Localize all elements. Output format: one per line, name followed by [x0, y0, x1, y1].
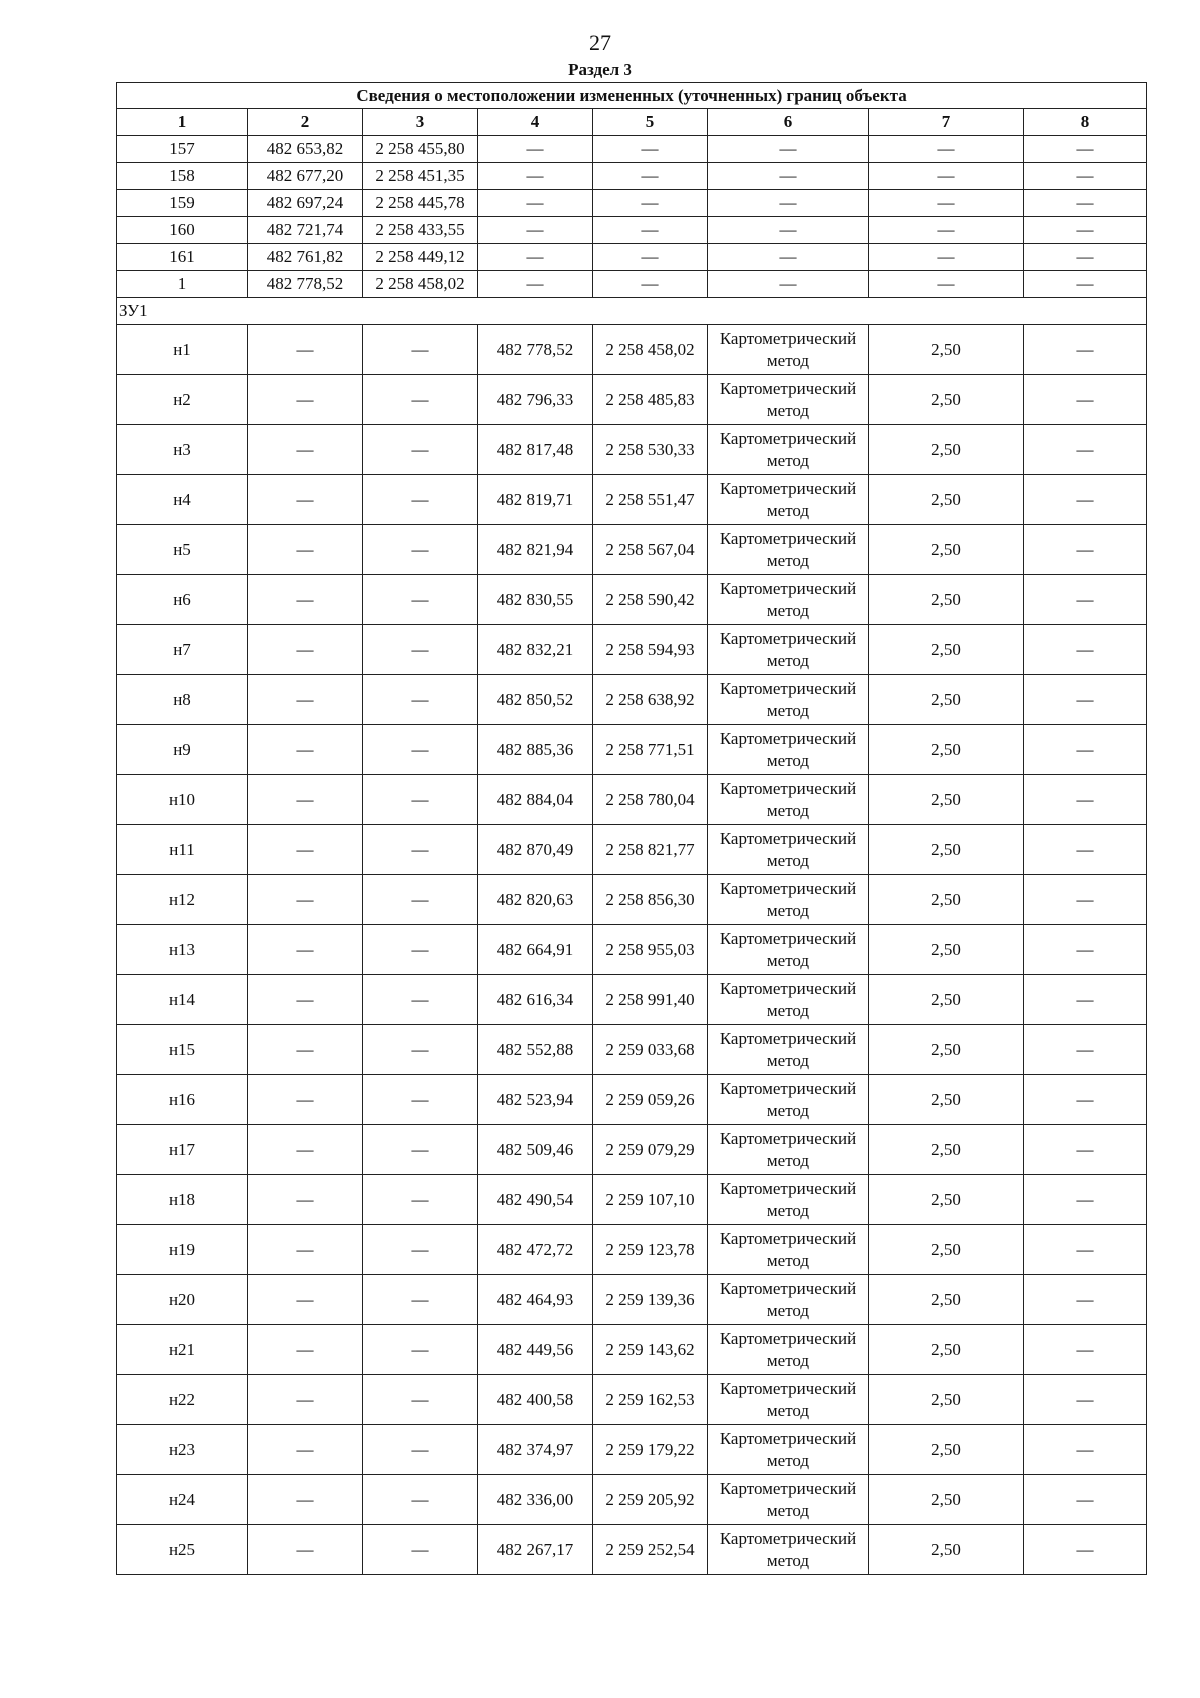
table-cell: н21	[117, 1325, 248, 1375]
table-cell: н17	[117, 1125, 248, 1175]
table-cell: —	[708, 271, 869, 298]
table-cell: —	[363, 1225, 478, 1275]
table-cell: —	[248, 375, 363, 425]
method-cell: Картометрический метод	[708, 1475, 869, 1525]
table-cell: 482 817,48	[478, 425, 593, 475]
method-cell: Картометрический метод	[708, 475, 869, 525]
column-number-row	[117, 109, 1147, 136]
table-cell: —	[1024, 325, 1147, 375]
table-cell: —	[363, 975, 478, 1025]
table-cell: —	[363, 625, 478, 675]
table-cell: 2,50	[869, 1475, 1024, 1525]
table-cell: 482 664,91	[478, 925, 593, 975]
table-cell: —	[593, 244, 708, 271]
method-cell: Картометрический метод	[708, 1525, 869, 1575]
table-cell: 2 258 449,12	[363, 244, 478, 271]
table-cell: —	[363, 675, 478, 725]
table-cell: —	[248, 775, 363, 825]
table-row	[117, 1025, 1147, 1075]
table-cell: —	[1024, 575, 1147, 625]
method-cell: Картометрический метод	[708, 1325, 869, 1375]
table-row	[117, 325, 1147, 375]
method-cell: Картометрический метод	[708, 1275, 869, 1325]
table-cell: —	[593, 163, 708, 190]
table-cell: —	[478, 217, 593, 244]
method-cell: Картометрический метод	[708, 675, 869, 725]
table-cell: 2,50	[869, 975, 1024, 1025]
table-cell: —	[248, 525, 363, 575]
column-number: 1	[117, 109, 248, 136]
table-cell: 482 819,71	[478, 475, 593, 525]
table-cell: 482 830,55	[478, 575, 593, 625]
table-cell: 2,50	[869, 525, 1024, 575]
table-cell: 482 850,52	[478, 675, 593, 725]
table-row	[117, 1175, 1147, 1225]
table-cell: 482 821,94	[478, 525, 593, 575]
table-cell: —	[1024, 625, 1147, 675]
table-cell: —	[1024, 675, 1147, 725]
table-cell: 2,50	[869, 375, 1024, 425]
table-cell: —	[248, 725, 363, 775]
table-cell: 2,50	[869, 1175, 1024, 1225]
boundary-coordinates-table	[116, 82, 1147, 1575]
table-cell: —	[363, 1525, 478, 1575]
method-cell: Картометрический метод	[708, 825, 869, 875]
table-cell: 2 258 455,80	[363, 136, 478, 163]
table-cell: —	[363, 1325, 478, 1375]
table-cell: н18	[117, 1175, 248, 1225]
table-cell: —	[1024, 1425, 1147, 1475]
table-cell: 2,50	[869, 1025, 1024, 1075]
table-cell: —	[363, 1475, 478, 1525]
column-number: 4	[478, 109, 593, 136]
table-cell: 2 259 139,36	[593, 1275, 708, 1325]
table-cell: —	[478, 163, 593, 190]
table-cell: н8	[117, 675, 248, 725]
table-cell: 482 653,82	[248, 136, 363, 163]
group-row	[117, 298, 1147, 325]
method-cell: Картометрический метод	[708, 1175, 869, 1225]
table-cell: —	[248, 975, 363, 1025]
table-cell: 482 761,82	[248, 244, 363, 271]
method-cell: Картометрический метод	[708, 325, 869, 375]
table-cell: —	[1024, 190, 1147, 217]
table-row	[117, 675, 1147, 725]
table-cell: —	[593, 217, 708, 244]
method-cell: Картометрический метод	[708, 625, 869, 675]
table-cell: 482 472,72	[478, 1225, 593, 1275]
table-cell: —	[1024, 1125, 1147, 1175]
table-row	[117, 625, 1147, 675]
table-cell: 2,50	[869, 1325, 1024, 1375]
table-row	[117, 271, 1147, 298]
table-cell: 2 258 638,92	[593, 675, 708, 725]
table-cell: —	[248, 875, 363, 925]
table-cell: 158	[117, 163, 248, 190]
table-cell: —	[708, 163, 869, 190]
method-cell: Картометрический метод	[708, 875, 869, 925]
table-cell: 2 258 433,55	[363, 217, 478, 244]
table-cell: н13	[117, 925, 248, 975]
table-cell: —	[248, 825, 363, 875]
table-cell: —	[363, 925, 478, 975]
table-cell: —	[363, 825, 478, 875]
table-cell: —	[1024, 825, 1147, 875]
table-cell: 482 552,88	[478, 1025, 593, 1075]
table-cell: 2,50	[869, 1275, 1024, 1325]
table-cell: н15	[117, 1025, 248, 1075]
table-cell: —	[248, 675, 363, 725]
table-cell: 2 258 567,04	[593, 525, 708, 575]
table-cell: —	[363, 1375, 478, 1425]
table-row	[117, 475, 1147, 525]
table-row	[117, 1275, 1147, 1325]
table-cell: н9	[117, 725, 248, 775]
table-cell: —	[1024, 163, 1147, 190]
table-cell: —	[248, 475, 363, 525]
table-row	[117, 575, 1147, 625]
table-cell: н11	[117, 825, 248, 875]
table-cell: —	[248, 1425, 363, 1475]
group-label: ЗУ1	[117, 298, 1147, 325]
table-cell: 2,50	[869, 1425, 1024, 1475]
table-cell: —	[869, 217, 1024, 244]
table-cell: н19	[117, 1225, 248, 1275]
table-cell: н6	[117, 575, 248, 625]
table-cell: 2 258 530,33	[593, 425, 708, 475]
table-cell: —	[478, 190, 593, 217]
table-cell: —	[248, 1275, 363, 1325]
table-cell: 482 677,20	[248, 163, 363, 190]
table-cell: —	[1024, 425, 1147, 475]
table-cell: 2,50	[869, 825, 1024, 875]
table-cell: 482 885,36	[478, 725, 593, 775]
table-cell: —	[248, 1475, 363, 1525]
table-cell: н20	[117, 1275, 248, 1325]
table-cell: н23	[117, 1425, 248, 1475]
table-cell: —	[869, 190, 1024, 217]
table-cell: —	[363, 775, 478, 825]
table-row	[117, 217, 1147, 244]
table-cell: 482 509,46	[478, 1125, 593, 1175]
table-cell: —	[869, 271, 1024, 298]
table-cell: 2 259 079,29	[593, 1125, 708, 1175]
table-cell: н10	[117, 775, 248, 825]
table-cell: 2 258 590,42	[593, 575, 708, 625]
table-cell: 482 616,34	[478, 975, 593, 1025]
table-cell: 482 721,74	[248, 217, 363, 244]
method-cell: Картометрический метод	[708, 775, 869, 825]
column-number: 6	[708, 109, 869, 136]
column-number: 7	[869, 109, 1024, 136]
method-cell: Картометрический метод	[708, 525, 869, 575]
table-cell: —	[869, 136, 1024, 163]
table-cell: —	[363, 575, 478, 625]
table-cell: 2,50	[869, 475, 1024, 525]
table-row	[117, 825, 1147, 875]
table-cell: 2 259 033,68	[593, 1025, 708, 1075]
table-row	[117, 1525, 1147, 1575]
table-cell: 2 259 162,53	[593, 1375, 708, 1425]
section-title: Раздел 3	[568, 60, 632, 79]
table-cell: 482 832,21	[478, 625, 593, 675]
table-cell: н1	[117, 325, 248, 375]
table-cell: —	[1024, 217, 1147, 244]
table-cell: —	[708, 217, 869, 244]
table-row	[117, 1075, 1147, 1125]
table-cell: —	[708, 136, 869, 163]
table-cell: —	[869, 244, 1024, 271]
table-row	[117, 875, 1147, 925]
method-cell: Картометрический метод	[708, 1375, 869, 1425]
table-cell: —	[248, 1375, 363, 1425]
table-cell: 161	[117, 244, 248, 271]
table-cell: 482 697,24	[248, 190, 363, 217]
table-cell: —	[248, 1025, 363, 1075]
table-row	[117, 375, 1147, 425]
table-row	[117, 525, 1147, 575]
table-cell: —	[1024, 1275, 1147, 1325]
table-cell: —	[248, 1125, 363, 1175]
table-cell: 482 523,94	[478, 1075, 593, 1125]
table-cell: н7	[117, 625, 248, 675]
table-cell: 2,50	[869, 925, 1024, 975]
table-cell: 2 259 205,92	[593, 1475, 708, 1525]
table-cell: 2,50	[869, 725, 1024, 775]
table-cell: 482 464,93	[478, 1275, 593, 1325]
table-cell: 482 796,33	[478, 375, 593, 425]
table-cell: н4	[117, 475, 248, 525]
table-cell: —	[1024, 1075, 1147, 1125]
table-cell: —	[593, 271, 708, 298]
table-cell: —	[1024, 875, 1147, 925]
table-cell: 2,50	[869, 1225, 1024, 1275]
table-row	[117, 1475, 1147, 1525]
table-row	[117, 136, 1147, 163]
table-cell: 482 884,04	[478, 775, 593, 825]
table-row	[117, 1225, 1147, 1275]
table-cell: 482 374,97	[478, 1425, 593, 1475]
table-cell: —	[1024, 1325, 1147, 1375]
table-cell: —	[1024, 925, 1147, 975]
table-cell: —	[363, 1125, 478, 1175]
table-row	[117, 425, 1147, 475]
table-cell: —	[363, 325, 478, 375]
column-number: 2	[248, 109, 363, 136]
table-cell: 2,50	[869, 875, 1024, 925]
method-cell: Картометрический метод	[708, 375, 869, 425]
table-row	[117, 1125, 1147, 1175]
table-cell: —	[1024, 1475, 1147, 1525]
table-row	[117, 975, 1147, 1025]
table-cell: 2 258 451,35	[363, 163, 478, 190]
table-cell: 2,50	[869, 675, 1024, 725]
column-number: 8	[1024, 109, 1147, 136]
table-cell: —	[1024, 136, 1147, 163]
table-cell: 2 259 123,78	[593, 1225, 708, 1275]
table-cell: 160	[117, 217, 248, 244]
table-cell: —	[363, 725, 478, 775]
table-cell: —	[363, 1025, 478, 1075]
table-row	[117, 725, 1147, 775]
method-cell: Картометрический метод	[708, 1425, 869, 1475]
table-cell: 2,50	[869, 1125, 1024, 1175]
table-cell: 482 336,00	[478, 1475, 593, 1525]
table-row	[117, 190, 1147, 217]
table-row	[117, 925, 1147, 975]
table-cell: 2 258 991,40	[593, 975, 708, 1025]
table-cell: н3	[117, 425, 248, 475]
table-cell: —	[248, 575, 363, 625]
method-cell: Картометрический метод	[708, 425, 869, 475]
table-cell: —	[248, 1325, 363, 1375]
table-cell: н14	[117, 975, 248, 1025]
table-cell: 2 258 771,51	[593, 725, 708, 775]
table-cell: 1	[117, 271, 248, 298]
table-cell: —	[248, 325, 363, 375]
table-cell: 2,50	[869, 425, 1024, 475]
table-body	[117, 136, 1147, 1575]
table-cell: —	[708, 244, 869, 271]
table-cell: —	[248, 1525, 363, 1575]
table-cell: —	[478, 244, 593, 271]
method-cell: Картометрический метод	[708, 1125, 869, 1175]
table-cell: 482 778,52	[248, 271, 363, 298]
table-cell: 482 778,52	[478, 325, 593, 375]
table-cell: —	[1024, 1025, 1147, 1075]
table-cell: —	[1024, 975, 1147, 1025]
table-cell: —	[363, 1275, 478, 1325]
table-cell: —	[363, 525, 478, 575]
table-row	[117, 163, 1147, 190]
method-cell: Картометрический метод	[708, 1225, 869, 1275]
table-cell: 2 259 059,26	[593, 1075, 708, 1125]
table-cell: —	[363, 375, 478, 425]
method-cell: Картометрический метод	[708, 925, 869, 975]
table-cell: 2 259 179,22	[593, 1425, 708, 1475]
table-cell: 2 258 594,93	[593, 625, 708, 675]
table-cell: —	[1024, 475, 1147, 525]
table-cell: 2,50	[869, 1525, 1024, 1575]
table-cell: н25	[117, 1525, 248, 1575]
table-cell: н2	[117, 375, 248, 425]
table-cell: н16	[117, 1075, 248, 1125]
table-cell: 482 870,49	[478, 825, 593, 875]
table-cell: н24	[117, 1475, 248, 1525]
table-cell: 2 258 551,47	[593, 475, 708, 525]
table-cell: —	[248, 1175, 363, 1225]
table-row	[117, 1375, 1147, 1425]
table-cell: 2 258 821,77	[593, 825, 708, 875]
table-cell: 2 258 955,03	[593, 925, 708, 975]
table-cell: 2 258 458,02	[593, 325, 708, 375]
table-row	[117, 1325, 1147, 1375]
table-cell: н5	[117, 525, 248, 575]
table-cell: —	[869, 163, 1024, 190]
table-cell: 2,50	[869, 1375, 1024, 1425]
table-cell: —	[1024, 1375, 1147, 1425]
table-cell: —	[363, 425, 478, 475]
table-cell: 2 258 445,78	[363, 190, 478, 217]
table-cell: —	[248, 1075, 363, 1125]
table-cell: 157	[117, 136, 248, 163]
table-cell: 2,50	[869, 775, 1024, 825]
table-cell: —	[248, 425, 363, 475]
table-cell: 2,50	[869, 325, 1024, 375]
method-cell: Картометрический метод	[708, 975, 869, 1025]
table-cell: 2,50	[869, 1075, 1024, 1125]
table-cell: 2,50	[869, 575, 1024, 625]
table-cell: 2 258 485,83	[593, 375, 708, 425]
page-number: 27	[589, 30, 611, 55]
table-cell: н12	[117, 875, 248, 925]
table-cell: 159	[117, 190, 248, 217]
table-cell: 482 267,17	[478, 1525, 593, 1575]
table-cell: —	[1024, 271, 1147, 298]
table-cell: 2 258 458,02	[363, 271, 478, 298]
table-cell: —	[1024, 244, 1147, 271]
table-cell: —	[1024, 1525, 1147, 1575]
table-cell: 482 490,54	[478, 1175, 593, 1225]
table-cell: 482 820,63	[478, 875, 593, 925]
table-cell: —	[593, 190, 708, 217]
table-cell: —	[363, 875, 478, 925]
table-cell: —	[1024, 1225, 1147, 1275]
table-cell: 2 259 143,62	[593, 1325, 708, 1375]
table-cell: —	[248, 625, 363, 675]
table-cell: —	[1024, 375, 1147, 425]
table-cell: —	[478, 271, 593, 298]
method-cell: Картометрический метод	[708, 575, 869, 625]
table-cell: —	[363, 475, 478, 525]
table-caption: Сведения о местоположении измененных (уточненных) границ объекта	[117, 83, 1147, 109]
method-cell: Картометрический метод	[708, 725, 869, 775]
table-cell: 482 449,56	[478, 1325, 593, 1375]
method-cell: Картометрический метод	[708, 1075, 869, 1125]
column-number: 3	[363, 109, 478, 136]
table-cell: —	[1024, 525, 1147, 575]
method-cell: Картометрический метод	[708, 1025, 869, 1075]
table-cell: н22	[117, 1375, 248, 1425]
table-cell: —	[248, 1225, 363, 1275]
table-cell: 2 259 107,10	[593, 1175, 708, 1225]
table-cell: —	[1024, 1175, 1147, 1225]
table-cell: —	[708, 190, 869, 217]
table-cell: 2 258 856,30	[593, 875, 708, 925]
table-cell: —	[1024, 725, 1147, 775]
table-cell: —	[593, 136, 708, 163]
column-number: 5	[593, 109, 708, 136]
table-cell: —	[1024, 775, 1147, 825]
table-cell: —	[363, 1425, 478, 1475]
table-cell: —	[363, 1075, 478, 1125]
table-cell: —	[363, 1175, 478, 1225]
table-cell: —	[248, 925, 363, 975]
table-cell: 2,50	[869, 625, 1024, 675]
table-cell: 2 258 780,04	[593, 775, 708, 825]
table-row	[117, 244, 1147, 271]
table-row	[117, 775, 1147, 825]
table-cell: 482 400,58	[478, 1375, 593, 1425]
table-row	[117, 1425, 1147, 1475]
table-cell: —	[478, 136, 593, 163]
table-cell: 2 259 252,54	[593, 1525, 708, 1575]
